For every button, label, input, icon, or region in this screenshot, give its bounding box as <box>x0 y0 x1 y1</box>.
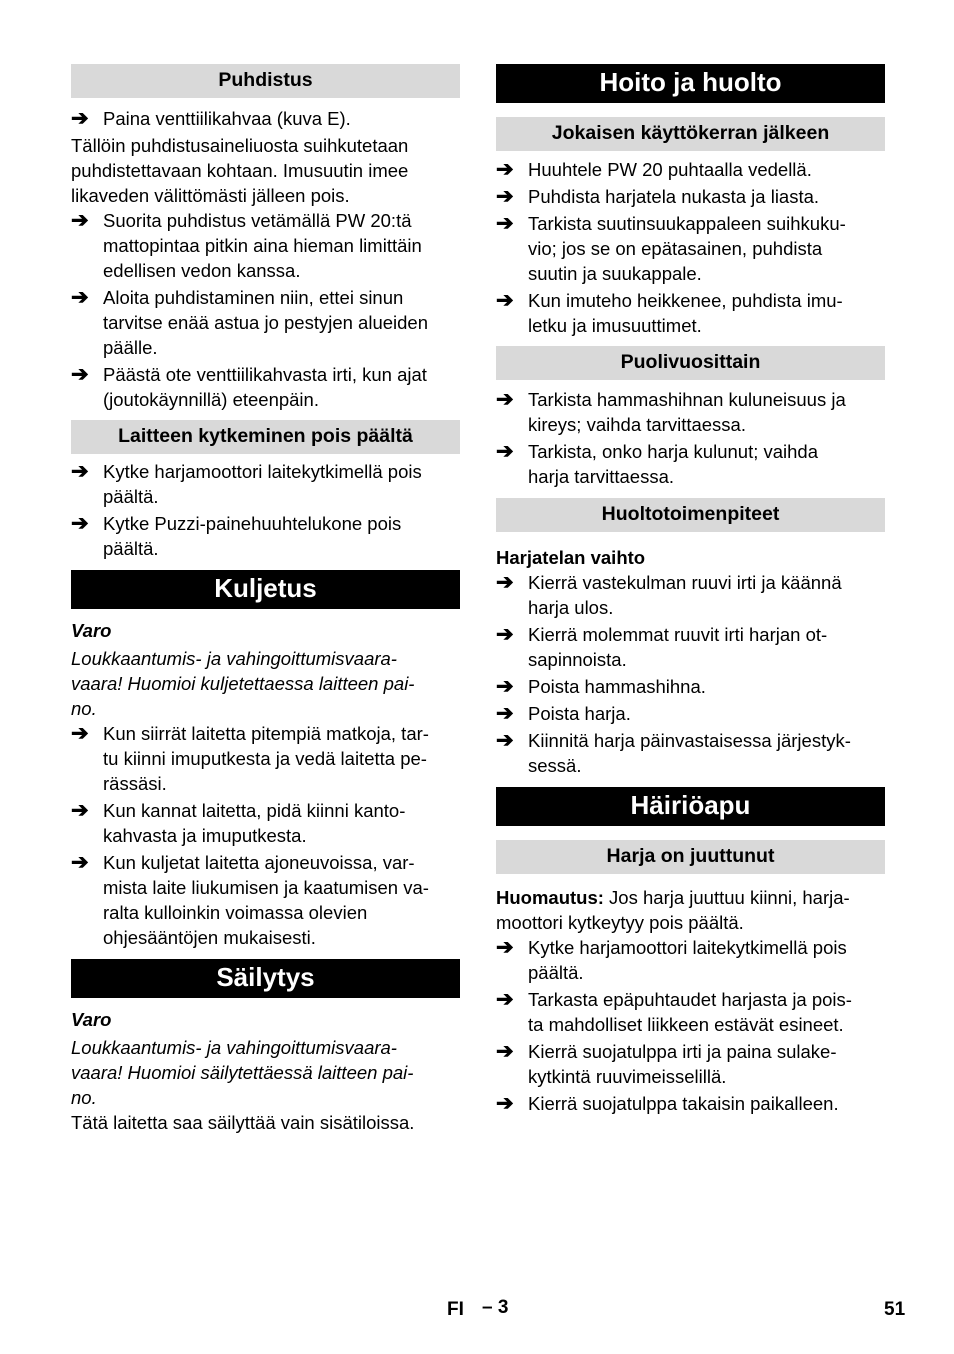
arrow-right-icon: ➔ <box>71 512 89 535</box>
note-paragraph: Huomautus: Jos harja juuttuu kiinni, harja- moottori kytkeytyy pois päältä. <box>496 887 850 933</box>
section-kuljetus-header: Kuljetus <box>71 570 460 609</box>
step-item: ➔ Tarkasta epäpuhtaudet harjasta ja pois- ta mahdolliset liikkeen estävät esineet. <box>496 988 852 1035</box>
subsection-after-use-header: Jokaisen käyttökerran jälkeen <box>496 117 885 151</box>
step-item: ➔ Päästä ote venttiilikahvasta irti, kun ajat (joutokäynnillä) eteenpäin. <box>71 363 427 410</box>
arrow-right-icon: ➔ <box>496 936 514 959</box>
step-item: ➔ Kierrä molemmat ruuvit irti harjan ot- sapinnoista. <box>496 623 828 670</box>
arrow-right-icon: ➔ <box>71 851 89 874</box>
step-item: ➔ Kun kannat laitetta, pidä kiinni kanto- kahvasta ja imuputkesta. <box>71 799 406 846</box>
step-item: ➔ Poista harja. <box>496 702 631 725</box>
arrow-right-icon: ➔ <box>496 729 514 752</box>
section-pois-header: Laitteen kytkeminen pois päältä <box>71 420 460 454</box>
step-item: ➔ Tarkista hammashihnan kuluneisuus ja kireys; vaihda tarvittaessa. <box>496 388 846 435</box>
step-item: ➔ Aloita puhdistaminen niin, ettei sinun tarvitse enää astua jo pestyjen alueiden päälle. <box>71 286 428 358</box>
step-item: ➔ Kierrä suojatulppa takaisin paikalleen. <box>496 1092 839 1115</box>
step-item: ➔ Kierrä vastekulman ruuvi irti ja käännä harja ulos. <box>496 571 842 618</box>
warning-text: Loukkaantumis- ja vahingoittumisvaara- vaara! Huomioi kuljetettaessa laitteen pai- no. <box>71 648 415 719</box>
warning-label: Varo <box>71 620 112 641</box>
step-item: ➔ Suorita puhdistus vetämällä PW 20:tä mattopintaa pitkin aina hieman limittäin edellisen vedon kanssa. <box>71 209 422 281</box>
arrow-right-icon: ➔ <box>496 185 514 208</box>
arrow-right-icon: ➔ <box>71 209 89 232</box>
step-item: ➔ Kun siirrät laitetta pitempiä matkoja, tar- tu kiinni imuputkesta ja vedä laitetta pe- rässäsi. <box>71 722 429 794</box>
step-item: ➔ Kytke Puzzi-painehuuhtelukone pois päältä. <box>71 512 402 559</box>
arrow-right-icon: ➔ <box>71 460 89 483</box>
arrow-right-icon: ➔ <box>71 107 89 130</box>
arrow-right-icon: ➔ <box>496 212 514 235</box>
step-item: ➔ Poista hammashihna. <box>496 675 706 698</box>
subsection-puolivuosittain-header: Puolivuosittain <box>496 346 885 380</box>
step-item: ➔ Tarkista suutinsuukappaleen suihkuku- vio; jos se on epätasainen, puhdista suutin ja suukappale. <box>496 212 846 284</box>
arrow-right-icon: ➔ <box>71 286 89 309</box>
arrow-right-icon: ➔ <box>496 623 514 646</box>
arrow-right-icon: ➔ <box>496 1092 514 1115</box>
storage-note: Tätä laitetta saa säilyttää vain sisätiloissa. <box>71 1112 415 1133</box>
arrow-right-icon: ➔ <box>496 1040 514 1063</box>
step-item: ➔ Kytke harjamoottori laitekytkimellä pois päältä. <box>71 460 422 507</box>
step-item: ➔ Kytke harjamoottori laitekytkimellä pois päältä. <box>496 936 847 983</box>
paragraph: Tällöin puhdistusaineliuosta suihkutetaan puhdistettavaan kohtaan. Imusuutin imee likaveden välittömästi jälleen pois. <box>71 135 409 206</box>
arrow-right-icon: ➔ <box>71 363 89 386</box>
arrow-right-icon: ➔ <box>71 722 89 745</box>
step-item: ➔ Tarkista, onko harja kulunut; vaihda harja tarvittaessa. <box>496 440 819 487</box>
step-item: ➔ Kun kuljetat laitetta ajoneuvoissa, var- mista laite liukumisen ja kaatumisen va- ralta kulloinkin voimassa olevien ohjesääntöjen mukaisesti. <box>71 851 429 948</box>
section-puhdistus-header: Puhdistus <box>71 64 460 98</box>
subsection-huolto-header: Huoltotoimenpiteet <box>496 498 885 532</box>
warning-label: Varo <box>71 1009 112 1030</box>
arrow-right-icon: ➔ <box>496 988 514 1011</box>
step-item: ➔ Paina venttiilikahvaa (kuva E). <box>71 107 351 130</box>
arrow-right-icon: ➔ <box>496 158 514 181</box>
note-label: Huomautus: <box>496 887 604 908</box>
arrow-right-icon: ➔ <box>496 675 514 698</box>
subheading-harjatelan-vaihto: Harjatelan vaihto <box>496 547 646 568</box>
arrow-right-icon: ➔ <box>71 799 89 822</box>
page-number: 51 <box>884 1299 906 1320</box>
warning-text: Loukkaantumis- ja vahingoittumisvaara- vaara! Huomioi säilytettäessä laitteen pai- no. <box>71 1037 414 1108</box>
subsection-harja-juuttunut-header: Harja on juuttunut <box>496 840 885 874</box>
section-hairioapu-header: Häiriöapu <box>496 787 885 826</box>
arrow-right-icon: ➔ <box>496 289 514 312</box>
step-item: ➔ Kun imuteho heikkenee, puhdista imu- letku ja imusuuttimet. <box>496 289 843 336</box>
section-hoito-header: Hoito ja huolto <box>496 64 885 103</box>
arrow-right-icon: ➔ <box>496 388 514 411</box>
step-item: ➔ Huuhtele PW 20 puhtaalla vedellä. <box>496 158 812 181</box>
footer-section-number: – 3 <box>482 1297 509 1318</box>
left-column <box>71 64 460 1135</box>
step-item: ➔ Kiinnitä harja päinvastaisessa järjestyk- sessä. <box>496 729 851 776</box>
footer-language: FI <box>447 1299 464 1320</box>
arrow-right-icon: ➔ <box>496 571 514 594</box>
step-item: ➔ Kierrä suojatulppa irti ja paina sulake- kytkintä ruuvimeisselillä. <box>496 1040 837 1087</box>
section-sailytys-header: Säilytys <box>71 959 460 998</box>
arrow-right-icon: ➔ <box>496 702 514 725</box>
step-item: ➔ Puhdista harjatela nukasta ja liasta. <box>496 185 820 208</box>
arrow-right-icon: ➔ <box>496 440 514 463</box>
right-column <box>496 64 885 1116</box>
